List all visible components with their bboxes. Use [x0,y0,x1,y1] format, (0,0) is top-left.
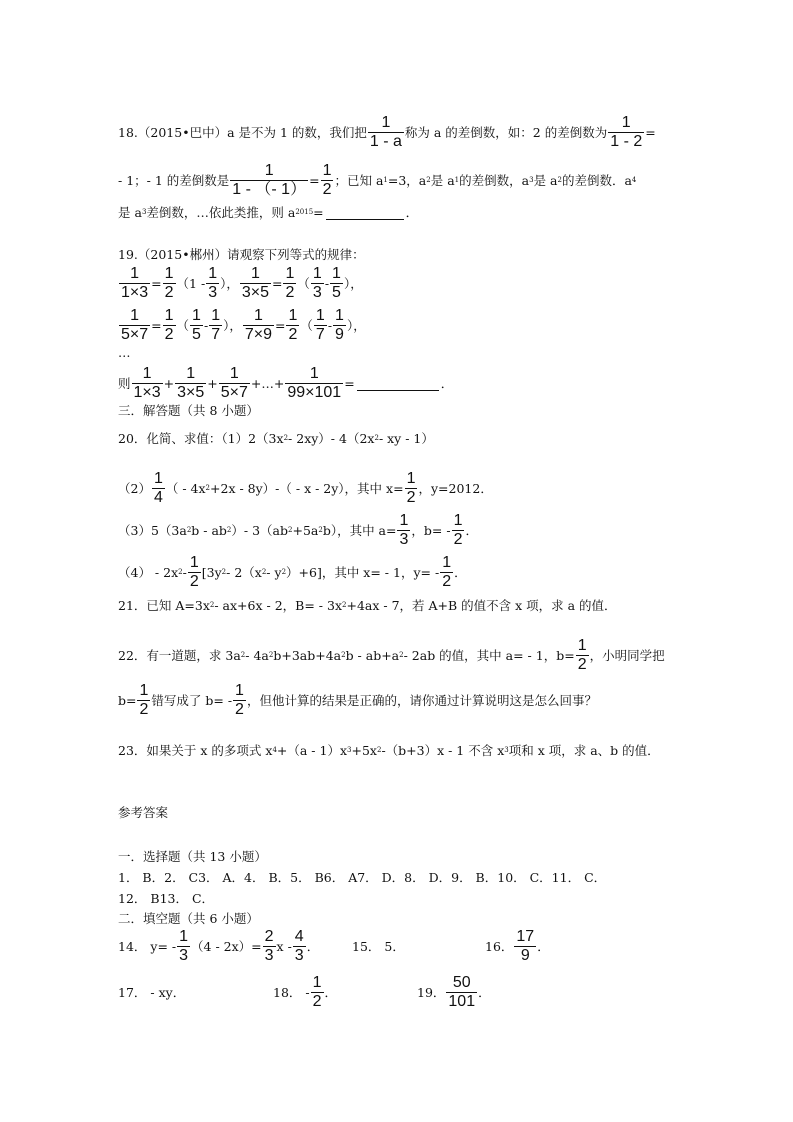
text-run: = [151,275,162,291]
text-run: - xy - 1） [378,431,434,446]
numerator: 1 [315,306,325,324]
q21-line-1 [118,585,617,625]
q20-line-1 [118,418,434,458]
numerator: 1 [119,307,150,326]
superscript: 2 [186,526,192,534]
denominator: 2 [189,572,199,590]
denominator: 4 [153,488,163,506]
text-run: ． [324,985,338,1000]
numerator: 1 [211,306,221,324]
superscript: 2 [261,568,267,576]
denominator: 3 [294,946,304,964]
text-run: （ - 4x [165,481,206,496]
text-run: ． [478,985,491,1000]
text-run: ，小明同学把 [589,648,665,663]
fraction [163,307,176,344]
text-run: - 2xy）- 4（2x [288,431,375,446]
numerator: 1 [119,265,150,284]
text-run: - 4a [245,647,269,663]
text-run: 22．有一道题，求 3a [118,648,241,663]
text-run: +4ax - 7，若 A+B 的值不含 x 项，求 a 的值． [346,598,617,613]
superscript: 2 [209,601,215,609]
numerator: 1 [175,365,206,384]
superscript: 2 [288,526,293,534]
text-run: + [207,375,218,391]
denominator: 3 [264,946,274,964]
denominator: 2 [285,283,295,301]
text-run: ． [306,939,320,954]
denominator: 5 [332,283,341,301]
answer-19 [417,972,491,1012]
superscript: 2 [318,526,323,534]
text-run: 18.（2015•巴中）a 是不为 1 的数，我们把 [118,125,367,140]
text-run: = [313,204,324,220]
text-run: 是 a [430,173,455,188]
numerator: 1 [368,114,404,133]
text-run: 称为 a 的差倒数，如：2 的差倒数为 [404,125,608,140]
denominator: 2 [453,530,463,548]
denominator: 1×3 [133,383,161,401]
text-run: ；已知 a [334,173,384,188]
superscript: 2 [341,651,346,659]
superscript: 2 [283,434,289,442]
text-run: 是 a [533,173,558,188]
text-run: ）， [223,318,242,333]
numerator: 1 [406,469,416,487]
denominator: 2 [139,700,149,718]
text-run: 17． - xy． [118,985,186,1000]
text-run: 20．化简、求值：（1）2（3x [118,431,284,446]
fraction [397,512,410,549]
text-run: （3）5（3a [118,523,187,538]
numerator: 1 [189,553,199,571]
fraction [190,307,203,344]
text-run: - 2（x [226,565,262,580]
denominator: 5×7 [220,383,248,401]
fraction [243,307,274,344]
text-run: - [324,275,330,291]
denominator: 9 [520,946,530,964]
text-run: （2） [118,481,151,496]
text-run: 21．已知 A=3x [118,598,210,613]
text-run: ． [440,376,454,391]
text-run: 二．填空题（共 6 小题） [118,911,259,926]
text-run: = [645,124,656,140]
numerator: 1 [132,365,163,384]
text-run: （ [176,318,190,333]
subscript: 3 [529,176,534,184]
numerator: 1 [164,264,174,282]
subscript: 1 [454,176,460,184]
denominator: 3 [179,946,189,964]
denominator: 9 [335,325,344,343]
text-run: b），其中 a= [322,523,397,538]
answer-blank [357,376,439,391]
fraction [206,265,219,302]
text-run: = [272,275,283,291]
text-run: ． [454,565,467,580]
fraction [285,365,343,402]
text-run: ． [405,205,419,220]
q18-line-3 [118,192,418,232]
fraction [368,114,404,151]
fraction [286,307,299,344]
text-run: ，b= - [411,523,451,538]
fraction [283,265,296,302]
q18-line-1 [118,112,656,152]
text-run: = [151,317,162,333]
text-run: 15． 5． [352,939,405,954]
fraction [330,265,343,302]
q23-line-1 [118,730,660,770]
fraction [209,307,222,344]
fraction [405,470,418,507]
numerator: 1 [153,469,163,487]
text-run: 18． - [273,985,310,1000]
numerator: 1 [312,973,322,991]
fraction [177,928,190,965]
superscript: 2 [178,568,183,576]
denominator: 7×9 [244,325,272,343]
numerator: 1 [164,306,174,324]
denominator: 3×5 [241,283,269,301]
fraction [263,928,276,965]
fraction [446,974,477,1011]
numerator: 1 [240,265,271,284]
text-run: - 1；- 1 的差倒数是 [118,173,230,188]
text-run: 16． [485,939,514,954]
subscript: 1 [383,176,388,184]
text-run: - y [266,564,282,580]
numerator: 1 [608,114,644,133]
superscript: 2 [376,746,382,754]
subscript: 3 [141,208,147,216]
superscript: 3 [504,746,509,754]
superscript: 2 [399,651,404,659]
fraction [311,974,324,1011]
text-run: 则 [118,376,131,391]
text-run: b - ab [191,522,227,538]
text-run: = [275,317,286,333]
fraction [119,265,150,302]
fraction [452,512,465,549]
answers-title [118,792,168,832]
denominator: 2 [164,325,174,343]
text-run: ． [465,523,478,538]
text-run: （ [300,318,313,333]
numerator: 1 [335,306,344,324]
numerator: 1 [219,365,250,384]
numerator: 4 [294,927,304,945]
numerator: 1 [243,307,274,326]
denominator: 1 - 2 [610,132,643,150]
denominator: 2 [164,283,174,301]
numerator: 1 [192,306,201,324]
q19-line-2 [118,263,363,303]
text-run: （ [297,276,310,291]
text-run: b - ab+a [345,647,400,663]
text-run: （4 - 2x）= [191,939,262,954]
numerator: 1 [285,365,343,384]
fraction [137,682,150,719]
q22-line-2 [118,680,597,720]
denominator: 2 [406,488,416,506]
answer-14 [118,926,319,966]
text-run: - ax+6x - 2，B= - 3x [214,598,342,613]
text-run: 的差倒数．a [561,173,632,188]
superscript: 2 [374,434,379,442]
denominator: 2 [312,992,322,1010]
fraction [314,307,327,344]
fraction [576,637,589,674]
denominator: 1 - a [369,132,402,150]
text-run: +5x [351,742,377,758]
numerator: 1 [577,636,587,654]
denominator: 2 [235,700,244,718]
q20-line-2 [118,468,493,508]
denominator: 2 [288,325,298,343]
text-run: 一．选择题（共 13 小题） [118,849,267,864]
superscript: 4 [272,746,277,754]
text-run: =3，a [387,173,427,188]
fraction [233,682,246,719]
fraction [311,265,324,302]
subscript: 2 [426,176,431,184]
superscript: 3 [347,746,352,754]
text-run: ）+6]，其中 x= - 1，y= - [286,565,440,580]
fraction [333,307,346,344]
fraction [293,928,306,965]
denominator: 3×5 [177,383,205,401]
numerator: 1 [288,306,298,324]
denominator: 3 [208,283,218,301]
text-run: x - [276,938,292,954]
text-run: 三．解答题（共 8 小题） [118,403,259,418]
text-run: 项和 x 项，求 a、b 的值． [508,743,660,758]
numerator: 1 [179,927,189,945]
text-run: （4） - 2x [118,565,179,580]
answer-16 [485,926,550,966]
denominator: 2 [577,655,587,673]
answer-18 [273,972,337,1012]
q22-line-1 [118,635,665,675]
text-run: = [344,375,355,391]
text-run: … [118,344,131,360]
subscript: 2 [557,176,562,184]
superscript: 2 [281,568,287,576]
q20-line-3 [118,510,478,550]
text-run: ）- 3（ab [231,523,288,538]
text-run: +（a - 1）x [276,743,348,758]
denominator: 5×7 [121,325,149,343]
subscript: 2015 [295,208,314,216]
text-run: 1． B．2． C3． A．4． B．5． B6． A7． D．8． D．9． B．10． C．11． C． [118,870,607,885]
superscript: 2 [240,651,246,659]
superscript: 2 [342,601,347,609]
numerator: 2 [264,927,274,945]
text-run: （1 - [176,276,206,291]
text-run: ． [537,939,550,954]
numerator: 1 [453,511,463,529]
numerator: 1 [312,264,322,282]
text-run: -（b+3）x - 1 不含 x [381,743,505,758]
text-run: + [163,375,175,391]
text-run: ，但他计算的结果是正确的，请你通过计算说明这是怎么回事？ [246,693,597,708]
text-run: 19． [417,985,446,1000]
denominator: 101 [448,992,476,1010]
numerator: 1 [442,553,452,571]
numerator: 1 [235,681,244,699]
text-run: +2x - 8y）-（ - x - 2y），其中 x= [210,481,404,496]
denominator: 3 [312,283,322,301]
denominator: 1 - （- 1） [232,180,307,198]
fraction [514,928,536,965]
denominator: 2 [442,572,452,590]
text-run: ）， [343,276,363,291]
text-run: ）， [346,318,366,333]
text-run: 23．如果关于 x 的多项式 x [118,743,273,758]
numerator: 1 [208,264,218,282]
text-run: b= [118,692,137,708]
denominator: 7 [211,325,221,343]
text-run: 12． B13． C． [118,891,215,906]
text-run: - 2ab 的值，其中 a= - 1，b= [403,648,575,663]
text-run: ，y=2012． [418,481,493,496]
superscript: 2 [221,568,227,576]
denominator: 2 [322,180,332,198]
answer-blank [326,205,404,220]
denominator: 3 [399,530,409,548]
denominator: 5 [192,325,201,343]
text-run: 差倒数，…依此类推，则 a [146,205,296,220]
q19-line-3 [118,305,366,345]
answer-17 [118,972,185,1012]
fraction [163,265,176,302]
text-run: = [309,172,320,188]
numerator: 1 [285,264,295,282]
text-run: [3y [201,564,222,580]
numerator: 1 [332,264,341,282]
fraction [608,114,644,151]
numerator: 17 [516,927,535,945]
superscript: 2 [205,484,211,492]
numerator: 1 [399,511,409,529]
superscript: 2 [268,651,274,659]
text-run: - [203,317,209,333]
text-run: +…+ [250,375,285,391]
numerator: 1 [322,161,332,179]
denominator: 99×101 [287,383,342,401]
denominator: 1×3 [121,283,149,301]
text-run: 错写成了 b= - [151,693,233,708]
subscript: 4 [631,176,637,184]
text-run: 19.（2015•郴州）请观察下列等式的规律： [118,247,365,262]
numerator: 50 [446,974,477,993]
numerator: 1 [230,162,308,181]
numerator: 1 [139,681,149,699]
fraction [152,470,165,507]
denominator: 7 [315,325,325,343]
text-run: 14． y= - [118,939,177,954]
superscript: 2 [226,526,232,534]
text-run: 参考答案 [118,805,169,820]
text-run: - [327,317,333,333]
text-run: - [182,564,187,580]
answer-15 [352,926,405,966]
text-run: ）， [220,276,239,291]
text-run: 是 a [118,205,142,220]
text-run: b+3ab+4a [273,647,342,663]
text-run: +5a [292,522,319,538]
fraction [240,265,271,302]
text-run: 的差倒数，a [459,173,530,188]
